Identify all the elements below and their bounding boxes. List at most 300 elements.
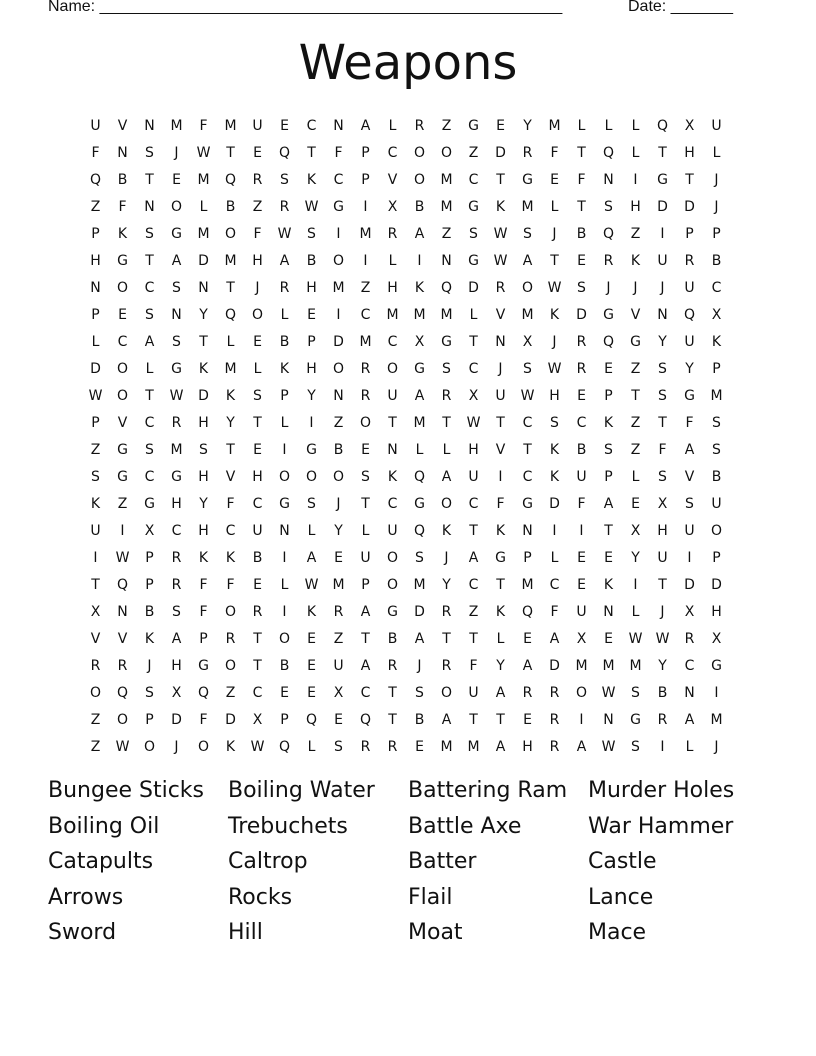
grid-letter: M — [386, 306, 399, 323]
word-list-item: Catapults — [48, 849, 154, 875]
grid-letter: W — [547, 279, 562, 296]
grid-letter: C — [549, 576, 560, 593]
grid-letter: M — [224, 117, 237, 134]
grid-letter: W — [493, 225, 508, 242]
grid-letter: E — [550, 171, 559, 188]
grid-letter: F — [199, 117, 208, 134]
grid-row — [82, 436, 730, 463]
grid-letter: T — [631, 387, 640, 404]
grid-letter: G — [333, 198, 344, 215]
grid-letter: T — [361, 630, 370, 647]
grid-letter: T — [496, 171, 505, 188]
grid-letter: E — [307, 630, 316, 647]
grid-letter: Z — [630, 441, 641, 458]
grid-letter: R — [225, 630, 236, 647]
grid-letter: B — [576, 441, 587, 458]
grid-letter: O — [386, 576, 399, 593]
grid-letter: H — [711, 603, 722, 620]
grid-letter: F — [469, 657, 478, 674]
grid-letter: H — [198, 522, 209, 539]
date-field-label: Date: _______ — [628, 0, 733, 15]
grid-letter: L — [307, 522, 316, 539]
grid-letter: R — [360, 360, 371, 377]
grid-letter: K — [387, 468, 398, 485]
word-list-item: Boiling Oil — [48, 813, 160, 839]
grid-letter: J — [552, 225, 557, 242]
grid-letter: D — [495, 144, 506, 161]
grid-letter: K — [144, 630, 155, 647]
word-list-item: Trebuchets — [228, 813, 348, 839]
grid-letter: I — [579, 711, 584, 728]
grid-letter: L — [442, 441, 451, 458]
grid-letter: S — [712, 441, 721, 458]
grid-letter: R — [171, 414, 182, 431]
grid-letter: R — [387, 225, 398, 242]
grid-letter: T — [658, 414, 667, 431]
grid-letter: S — [145, 306, 154, 323]
grid-letter: E — [604, 549, 613, 566]
grid-letter: M — [440, 198, 453, 215]
grid-letter: B — [252, 549, 263, 566]
grid-letter: U — [495, 387, 506, 404]
grid-letter: M — [467, 738, 480, 755]
grid-letter: N — [117, 144, 128, 161]
grid-letter: M — [710, 711, 723, 728]
grid-letter: I — [363, 252, 368, 269]
grid-letter: R — [171, 576, 182, 593]
grid-letter: I — [633, 171, 638, 188]
grid-letter: L — [91, 333, 100, 350]
grid-letter: K — [549, 468, 560, 485]
word-list-item: Bungee Sticks — [48, 778, 205, 803]
grid-letter: N — [333, 117, 344, 134]
grid-letter: R — [522, 144, 533, 161]
grid-letter: O — [521, 279, 534, 296]
grid-letter: U — [90, 522, 101, 539]
grid-letter: N — [495, 333, 506, 350]
grid-letter: V — [630, 306, 641, 323]
grid-letter: T — [496, 414, 505, 431]
grid-letter: A — [576, 738, 587, 755]
grid-letter: S — [145, 441, 154, 458]
grid-letter: B — [279, 333, 290, 350]
grid-letter: D — [225, 711, 236, 728]
grid-letter: M — [332, 576, 345, 593]
grid-letter: J — [633, 279, 638, 296]
grid-letter: S — [658, 360, 667, 377]
grid-letter: T — [145, 252, 154, 269]
grid-letter: O — [224, 225, 237, 242]
grid-letter: R — [117, 657, 128, 674]
grid-letter: E — [280, 117, 289, 134]
grid-letter: M — [413, 414, 426, 431]
grid-letter: E — [334, 549, 343, 566]
grid-letter: C — [576, 414, 587, 431]
grid-letter: K — [495, 522, 506, 539]
grid-letter: G — [522, 171, 533, 188]
grid-letter: J — [174, 144, 179, 161]
grid-letter: D — [198, 387, 209, 404]
grid-letter: U — [684, 279, 695, 296]
grid-letter: G — [171, 468, 182, 485]
grid-letter: V — [684, 468, 695, 485]
grid-letter: G — [684, 387, 695, 404]
grid-letter: V — [495, 441, 506, 458]
grid-letter: L — [685, 738, 694, 755]
grid-letter: A — [522, 657, 533, 674]
grid-letter: T — [307, 144, 316, 161]
grid-letter: K — [414, 279, 425, 296]
grid-letter: U — [387, 387, 398, 404]
grid-letter: G — [387, 603, 398, 620]
grid-letter: J — [444, 549, 449, 566]
word-list-item: Mace — [588, 920, 647, 946]
grid-letter: N — [522, 522, 533, 539]
grid-letter: L — [388, 252, 397, 269]
grid-letter: Q — [116, 576, 129, 593]
grid-letter: Z — [441, 117, 452, 134]
grid-row — [82, 571, 730, 598]
grid-letter: E — [577, 549, 586, 566]
grid-letter: Y — [307, 387, 316, 404]
grid-letter: A — [468, 549, 479, 566]
grid-letter: Y — [442, 576, 451, 593]
grid-letter: R — [549, 711, 560, 728]
grid-letter: A — [360, 657, 371, 674]
grid-letter: R — [360, 387, 371, 404]
grid-letter: L — [631, 144, 640, 161]
grid-letter: E — [334, 711, 343, 728]
grid-letter: A — [279, 252, 290, 269]
grid-letter: Y — [334, 522, 343, 539]
grid-letter: Q — [359, 711, 372, 728]
grid-letter: T — [253, 657, 262, 674]
grid-letter: A — [360, 117, 371, 134]
grid-letter: C — [117, 333, 128, 350]
grid-letter: Q — [413, 468, 426, 485]
grid-row — [82, 355, 730, 382]
grid-letter: E — [415, 738, 424, 755]
grid-letter: K — [225, 387, 236, 404]
grid-letter: M — [521, 576, 534, 593]
grid-letter: P — [91, 225, 100, 242]
word-list-item: Lance — [588, 884, 654, 910]
grid-letter: Z — [630, 360, 641, 377]
grid-letter: O — [116, 279, 129, 296]
word-list-item: Caltrop — [228, 849, 308, 875]
grid-letter: H — [468, 441, 479, 458]
grid-letter: W — [277, 225, 292, 242]
grid-letter: B — [387, 630, 398, 647]
grid-letter: Y — [658, 657, 667, 674]
grid-letter: U — [711, 117, 722, 134]
grid-letter: I — [417, 252, 422, 269]
grid-letter: F — [550, 144, 559, 161]
grid-letter: B — [576, 225, 587, 242]
grid-letter: H — [684, 144, 695, 161]
grid-letter: M — [170, 117, 183, 134]
grid-row — [82, 193, 730, 220]
grid-letter: P — [145, 576, 154, 593]
grid-letter: Z — [117, 495, 128, 512]
grid-letter: R — [360, 738, 371, 755]
page-title: Weapons — [298, 35, 518, 91]
grid-letter: A — [414, 387, 425, 404]
grid-letter: P — [361, 576, 370, 593]
grid-letter: M — [197, 171, 210, 188]
grid-letter: U — [468, 684, 479, 701]
grid-letter: I — [552, 522, 557, 539]
grid-letter: R — [495, 279, 506, 296]
grid-letter: J — [336, 495, 341, 512]
grid-letter: C — [522, 414, 533, 431]
grid-letter: U — [657, 549, 668, 566]
grid-letter: O — [278, 468, 291, 485]
grid-letter: P — [523, 549, 532, 566]
grid-letter: S — [442, 360, 451, 377]
grid-letter: Q — [656, 117, 669, 134]
grid-letter: I — [687, 549, 692, 566]
grid-letter: Q — [521, 603, 534, 620]
grid-letter: E — [577, 576, 586, 593]
grid-letter: E — [253, 144, 262, 161]
grid-letter: S — [307, 225, 316, 242]
grid-letter: Z — [90, 711, 101, 728]
word-list-item: War Hammer — [588, 813, 734, 839]
grid-letter: F — [199, 576, 208, 593]
grid-letter: W — [115, 549, 130, 566]
grid-letter: T — [388, 684, 397, 701]
grid-letter: E — [307, 306, 316, 323]
grid-letter: B — [711, 468, 722, 485]
grid-letter: G — [603, 306, 614, 323]
grid-letter: U — [576, 603, 587, 620]
grid-row — [82, 733, 730, 760]
grid-letter: K — [117, 225, 128, 242]
grid-letter: O — [440, 495, 453, 512]
grid-letter: F — [253, 225, 262, 242]
grid-letter: L — [496, 630, 505, 647]
grid-letter: T — [226, 441, 235, 458]
grid-letter: F — [226, 495, 235, 512]
grid-letter: M — [197, 225, 210, 242]
grid-letter: R — [576, 360, 587, 377]
grid-letter: R — [549, 684, 560, 701]
grid-letter: K — [711, 333, 722, 350]
grid-letter: F — [226, 576, 235, 593]
grid-letter: M — [575, 657, 588, 674]
grid-letter: S — [334, 738, 343, 755]
grid-letter: X — [468, 387, 479, 404]
grid-letter: C — [306, 117, 317, 134]
grid-letter: G — [441, 333, 452, 350]
grid-letter: I — [633, 576, 638, 593]
grid-letter: U — [333, 657, 344, 674]
grid-letter: O — [332, 468, 345, 485]
word-list-item: Murder Holes — [588, 778, 735, 803]
grid-letter: Z — [630, 225, 641, 242]
grid-letter: S — [145, 225, 154, 242]
grid-letter: X — [171, 684, 182, 701]
grid-letter: E — [253, 333, 262, 350]
grid-letter: L — [631, 117, 640, 134]
grid-letter: Z — [468, 144, 479, 161]
grid-letter: J — [147, 657, 152, 674]
grid-letter: I — [336, 306, 341, 323]
grid-letter: S — [253, 387, 262, 404]
grid-letter: Q — [116, 684, 129, 701]
grid-letter: T — [442, 414, 451, 431]
grid-letter: P — [280, 711, 289, 728]
grid-letter: Z — [630, 414, 641, 431]
grid-letter: Z — [90, 441, 101, 458]
grid-letter: Z — [441, 225, 452, 242]
grid-letter: D — [333, 333, 344, 350]
grid-letter: T — [604, 522, 613, 539]
grid-letter: E — [523, 630, 532, 647]
grid-letter: O — [170, 198, 183, 215]
grid-letter: A — [495, 684, 506, 701]
grid-letter: J — [714, 198, 719, 215]
grid-letter: W — [601, 684, 616, 701]
grid-letter: I — [282, 603, 287, 620]
grid-letter: K — [225, 549, 236, 566]
grid-letter: H — [306, 279, 317, 296]
grid-letter: A — [495, 738, 506, 755]
grid-row — [82, 247, 730, 274]
grid-letter: N — [90, 279, 101, 296]
word-list-item: Moat — [408, 920, 463, 946]
grid-letter: N — [684, 684, 695, 701]
grid-letter: Q — [89, 171, 102, 188]
grid-letter: R — [90, 657, 101, 674]
grid-letter: T — [523, 441, 532, 458]
grid-letter: K — [90, 495, 101, 512]
grid-letter: N — [144, 117, 155, 134]
grid-letter: O — [116, 711, 129, 728]
grid-letter: I — [93, 549, 98, 566]
grid-letter: P — [91, 306, 100, 323]
grid-letter: T — [469, 333, 478, 350]
grid-letter: J — [714, 171, 719, 188]
grid-letter: M — [359, 333, 372, 350]
grid-letter: V — [117, 630, 128, 647]
grid-letter: D — [684, 198, 695, 215]
grid-letter: C — [387, 495, 398, 512]
grid-letter: O — [332, 252, 345, 269]
grid-letter: M — [710, 387, 723, 404]
grid-letter: L — [280, 576, 289, 593]
grid-letter: D — [576, 306, 587, 323]
grid-letter: S — [658, 468, 667, 485]
grid-letter: C — [360, 306, 371, 323]
grid-letter: T — [253, 630, 262, 647]
grid-letter: I — [363, 198, 368, 215]
grid-letter: G — [117, 468, 128, 485]
grid-letter: O — [386, 360, 399, 377]
grid-row — [82, 679, 730, 706]
grid-letter: D — [549, 495, 560, 512]
grid-letter: S — [172, 603, 181, 620]
grid-letter: W — [304, 576, 319, 593]
grid-letter: E — [523, 711, 532, 728]
grid-letter: H — [657, 522, 668, 539]
grid-letter: W — [169, 387, 184, 404]
grid-letter: L — [415, 441, 424, 458]
grid-letter: C — [468, 495, 479, 512]
grid-letter: M — [521, 198, 534, 215]
grid-letter: C — [144, 414, 155, 431]
grid-letter: D — [90, 360, 101, 377]
grid-letter: M — [440, 306, 453, 323]
word-list-item: Rocks — [228, 884, 293, 910]
grid-letter: T — [442, 630, 451, 647]
grid-letter: Z — [252, 198, 263, 215]
grid-letter: R — [333, 603, 344, 620]
grid-letter: X — [90, 603, 101, 620]
grid-letter: S — [469, 225, 478, 242]
grid-letter: O — [413, 171, 426, 188]
grid-letter: O — [251, 306, 264, 323]
grid-letter: U — [252, 522, 263, 539]
grid-letter: V — [117, 414, 128, 431]
grid-letter: G — [630, 711, 641, 728]
grid-letter: S — [631, 738, 640, 755]
grid-letter: A — [414, 630, 425, 647]
grid-letter: D — [711, 576, 722, 593]
grid-letter: F — [685, 414, 694, 431]
grid-letter: R — [441, 603, 452, 620]
grid-letter: K — [495, 603, 506, 620]
grid-letter: R — [387, 738, 398, 755]
grid-letter: N — [657, 306, 668, 323]
grid-letter: L — [631, 468, 640, 485]
grid-letter: M — [224, 360, 237, 377]
grid-letter: O — [413, 144, 426, 161]
grid-letter: T — [469, 711, 478, 728]
grid-letter: I — [282, 441, 287, 458]
grid-letter: R — [279, 198, 290, 215]
grid-letter: H — [522, 738, 533, 755]
grid-letter: D — [549, 657, 560, 674]
grid-letter: Z — [333, 414, 344, 431]
grid-letter: T — [658, 576, 667, 593]
grid-letter: U — [576, 468, 587, 485]
grid-letter: Q — [413, 522, 426, 539]
grid-letter: S — [712, 414, 721, 431]
grid-letter: U — [90, 117, 101, 134]
grid-letter: X — [576, 630, 587, 647]
grid-letter: R — [522, 684, 533, 701]
grid-row — [82, 544, 730, 571]
grid-letter: T — [91, 576, 100, 593]
grid-letter: X — [387, 198, 398, 215]
grid-letter: J — [255, 279, 260, 296]
grid-letter: G — [198, 657, 209, 674]
grid-letter: L — [280, 414, 289, 431]
grid-letter: R — [549, 738, 560, 755]
grid-letter: E — [253, 441, 262, 458]
grid-letter: S — [172, 333, 181, 350]
word-list-item: Batter — [408, 849, 477, 875]
grid-row — [82, 220, 730, 247]
grid-letter: D — [657, 198, 668, 215]
grid-letter: T — [145, 387, 154, 404]
grid-letter: R — [603, 252, 614, 269]
grid-letter: L — [145, 360, 154, 377]
grid-letter: S — [631, 684, 640, 701]
grid-letter: F — [658, 441, 667, 458]
